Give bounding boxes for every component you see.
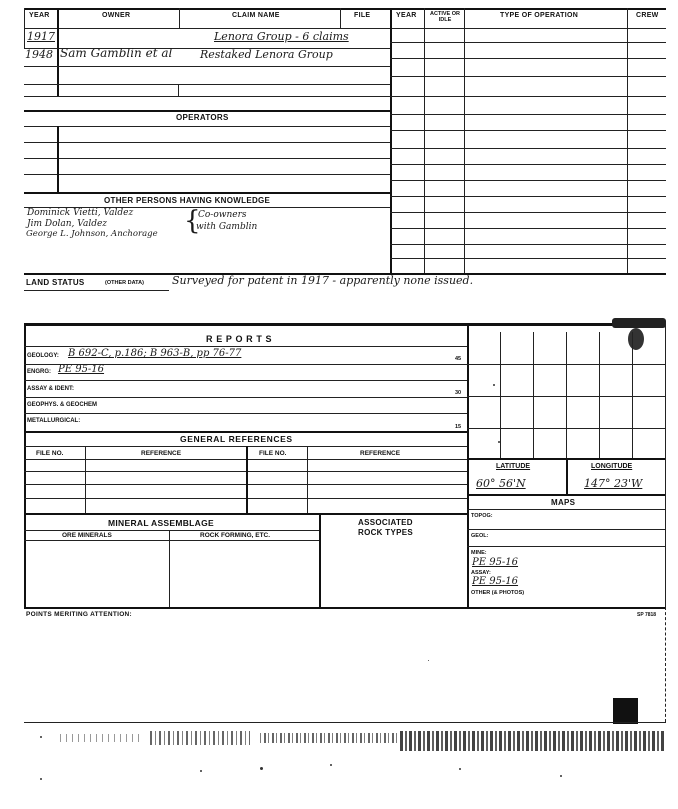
land-status-value: Surveyed for patent in 1917 - apparently none issued. <box>172 274 474 287</box>
torn-edge-mark-2 <box>628 328 644 350</box>
reports-title: R E P O R T S <box>206 334 273 344</box>
latitude-value: 60° 56'N <box>476 477 526 490</box>
other-person-1: Dominick Vietti, Valdez <box>27 208 134 218</box>
year2-header: YEAR <box>396 12 417 19</box>
ore-minerals-header: ORE MINERALS <box>62 532 112 539</box>
type-of-operation-header: TYPE OF OPERATION <box>500 12 579 19</box>
mine-label: MINE: <box>471 550 487 556</box>
file-no-header-1: FILE NO. <box>36 450 64 457</box>
engrg-label: ENGRG: <box>27 369 51 375</box>
year-header: YEAR <box>29 12 50 19</box>
land-status-label: LAND STATUS <box>26 278 85 287</box>
reference-header-2: REFERENCE <box>360 450 401 457</box>
torn-edge-mark <box>612 318 666 328</box>
longitude-value: 147° 23'W <box>584 477 643 490</box>
row2-claim-name: Restaked Lenora Group <box>200 48 333 61</box>
reference-header-1: REFERENCE <box>141 450 182 457</box>
active-or-idle-header: ACTIVE OR IDLE <box>430 11 460 23</box>
crew-header: CREW <box>636 12 659 19</box>
general-references-title: GENERAL REFERENCES <box>180 434 293 444</box>
assay-label: ASSAY: <box>471 570 491 576</box>
metallurgical-code: 15 <box>455 424 462 430</box>
row1-year: 1917 <box>27 30 55 43</box>
rock-types-header: ROCK TYPES <box>358 528 414 537</box>
row1-claim-name: Lenora Group - 6 claims <box>214 30 349 43</box>
geol-label: GEOL: <box>471 533 489 539</box>
other-persons-label: OTHER PERSONS HAVING KNOWLEDGE <box>104 196 271 205</box>
mineral-assemblage-title: MINERAL ASSEMBLAGE <box>108 518 214 528</box>
claim-name-header: CLAIM NAME <box>232 12 280 19</box>
owner-header: OWNER <box>102 12 131 19</box>
rock-forming-header: ROCK FORMING, ETC. <box>200 532 271 539</box>
assay-ident-label: ASSAY & IDENT: <box>27 386 75 392</box>
latitude-label: LATITUDE <box>496 463 531 470</box>
geology-code: 45 <box>455 356 462 362</box>
land-status-sublabel: (OTHER DATA) <box>105 280 144 286</box>
form-code: SP 7818 <box>637 612 657 618</box>
assay-code: 30 <box>455 390 462 396</box>
file-header: FILE <box>354 12 371 19</box>
other-photos-label: OTHER (& PHOTOS) <box>471 590 525 596</box>
metallurgical-label: METALLURGICAL: <box>27 418 81 424</box>
other-person-2: Jim Dolan, Valdez <box>27 219 108 229</box>
with-gamblin-note: with Gamblin <box>196 222 258 232</box>
other-person-3: George L. Johnson, Anchorage <box>26 229 158 239</box>
topog-label: TOPOG: <box>471 513 493 519</box>
associated-header: ASSOCIATED <box>358 518 413 527</box>
file-no-header-2: FILE NO. <box>259 450 287 457</box>
operators-label: OPERATORS <box>176 113 229 122</box>
maps-title: MAPS <box>551 498 576 507</box>
geophys-label: GEOPHYS. & GEOCHEM <box>27 402 98 408</box>
geology-label: GEOLOGY: <box>27 353 59 359</box>
row2-owner: Sam Gamblin et al <box>60 46 173 60</box>
registration-mark <box>613 698 638 724</box>
brace-icon: { <box>184 206 201 236</box>
engrg-value: PE 95-16 <box>58 364 105 375</box>
geology-value: B 692-C, p.186; B 963-B, pp 76-77 <box>68 348 242 359</box>
mine-value: PE 95-16 <box>472 557 519 568</box>
co-owners-note: Co-owners <box>198 210 247 220</box>
assay-value: PE 95-16 <box>472 576 519 587</box>
row2-year: 1948 <box>25 48 53 61</box>
longitude-label: LONGITUDE <box>591 463 633 470</box>
points-meriting-label: POINTS MERITING ATTENTION: <box>26 611 133 618</box>
